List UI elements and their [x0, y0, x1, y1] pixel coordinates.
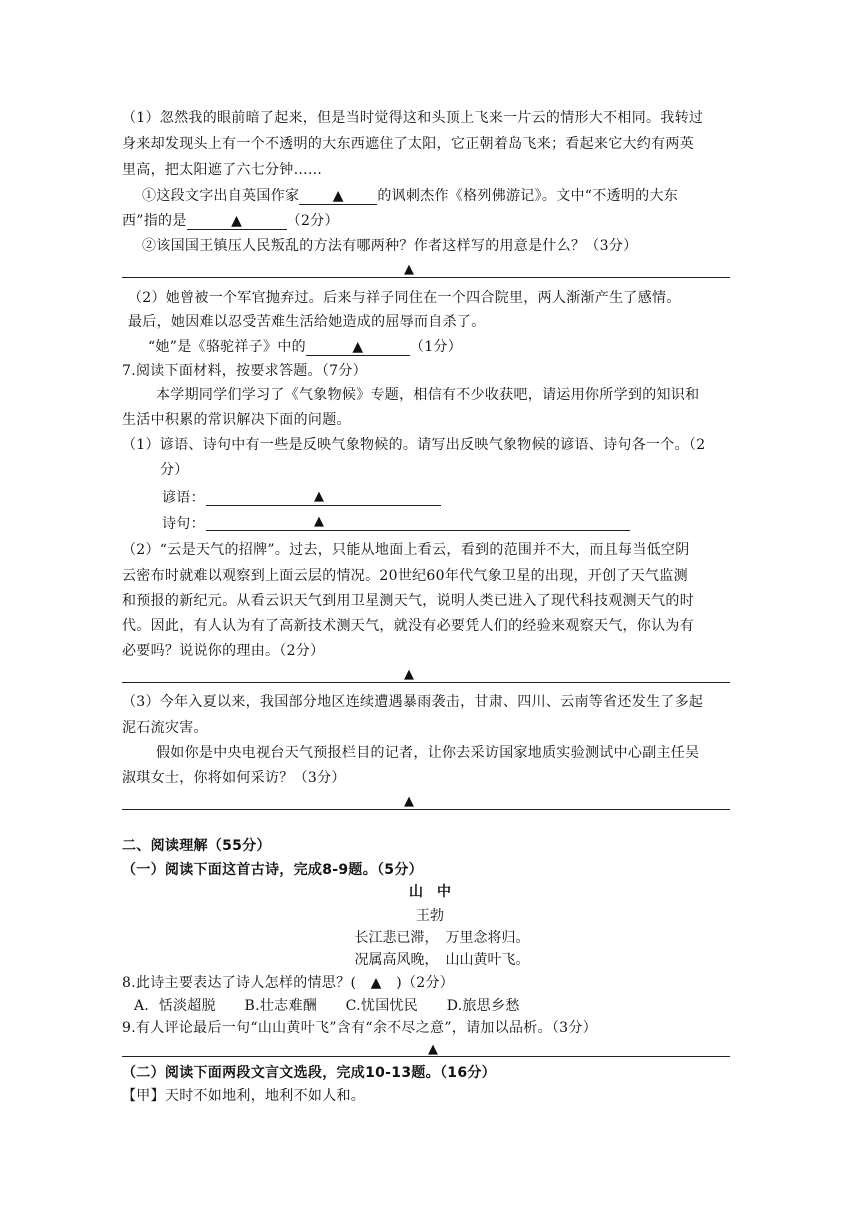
q8-question	[122, 974, 454, 992]
q7-sub2-line-5: 必要吗？说说你的理由。（2分）	[122, 643, 325, 659]
answer-marker: ▲	[404, 794, 414, 809]
poem-line-1: 长江悲已滞， 万里念将归。	[354, 930, 530, 946]
q7-sub3-line-1: （3）今年入夏以来，我国部分地区连续遭遇暴雨袭击，甘肃、四川、云南等省还发生了多起	[122, 694, 704, 710]
q6-sub1-points: （2分）	[286, 213, 339, 229]
poem-author: 王勃	[416, 908, 444, 924]
q8-answer-slot[interactable]	[356, 974, 396, 992]
q6-passage-line-3: 里高，把太阳遮了六七分钟……	[122, 162, 323, 178]
answer-line-q6-2[interactable]	[122, 277, 730, 278]
poem-answer-line[interactable]	[206, 530, 630, 531]
answer-marker: ▲	[370, 975, 382, 991]
q6-part2-line-1: （2）她曾被一个军官抛弃过。后来与祥子同住在一个四合院里，两人渐渐产生了感情。	[128, 290, 681, 306]
answer-blank-object[interactable]	[187, 213, 287, 230]
q6-passage-line-1: （1）忽然我的眼前暗了起来，但是当时觉得这和头顶上飞来一片云的情形大不相同。我转过	[122, 110, 704, 126]
q6-sub2-question: ②该国国王镇压人民叛乱的方法有哪两种？作者这样写的用意是什么？（3分）	[142, 238, 638, 254]
q6-sub1-text-a: ①这段文字出自英国作家	[142, 188, 300, 204]
q6-sub1-text-c: 西”指的是	[122, 213, 187, 229]
q8-text: 8.此诗主要表达了诗人怎样的情思？(	[122, 975, 357, 991]
q6-sub1-text-b: 的讽刺杰作《格列佛游记》。文中“不透明的大东	[377, 188, 679, 204]
answer-marker: ▲	[314, 489, 324, 504]
answer-line-q9[interactable]	[122, 1056, 730, 1057]
q9-question: 9.有人评论最后一句“山山黄叶飞”含有“余不尽之意”，请加以品析。（3分）	[122, 1020, 597, 1036]
answer-line-q7-2[interactable]	[122, 682, 730, 683]
q7-intro-line-1: 本学期同学们学习了《气象物候》专题，相信有不少收获吧，请运用你所学到的知识和	[156, 387, 700, 403]
section-2-part-1-heading: （一）阅读下面这首古诗，完成8-9题。（5分）	[122, 862, 423, 878]
q6-part2-question	[148, 338, 462, 356]
q6-part2-line-2: 最后，她因难以忍受苦难生活给她造成的屈辱而自杀了。	[128, 314, 486, 330]
q7-intro-line-2: 生活中积累的常识解决下面的问题。	[122, 412, 351, 428]
answer-marker: ▲	[428, 1042, 438, 1057]
section-2-part-2-heading: （二）阅读下面两段文言文选段，完成10-13题。（16分）	[122, 1065, 496, 1081]
q7-sub1-line-2: 分）	[160, 462, 189, 478]
answer-marker: ▲	[332, 188, 344, 204]
q7-title: 7.阅读下面材料，按要求答题。（7分）	[122, 363, 367, 379]
q7-sub2-line-3: 和预报的新纪元。从看云识天气到用卫星测天气，说明人类已进入了现代科技观测天气的时	[122, 593, 694, 609]
answer-line-q7-3[interactable]	[122, 809, 730, 810]
poem-title: 山 中	[409, 884, 451, 900]
section-2-heading: 二、阅读理解（55分）	[122, 838, 271, 854]
passage-jia: 【甲】天时不如地利，地利不如人和。	[122, 1088, 366, 1104]
answer-blank-character[interactable]	[306, 339, 410, 356]
q7-sub2-line-1: （2）“云是天气的招牌”。过去，只能从地面上看云，看到的范围并不大，而且每当低空阴	[122, 542, 690, 558]
answer-marker: ▲	[231, 213, 243, 229]
q7-sub1-line-1: （1）谚语、诗句中有一些是反映气象物候的。请写出反映气象物候的谚语、诗句各一个。（2	[122, 437, 706, 453]
q6-sub1-line	[142, 187, 678, 205]
q8-points: )（2分）	[396, 975, 455, 991]
q7-sub3-line-3: 假如你是中央电视台天气预报栏目的记者，让你去采访国家地质实验测试中心副主任吴	[156, 745, 700, 761]
q7-sub2-line-2: 云密布时就难以观察到上面云层的情况。20世纪60年代气象卫星的出现，开创了天气监测	[122, 568, 688, 584]
q8-options: A．恬淡超脱 B.壮志难酬 C.忧国忧民 D.旅思乡愁	[134, 998, 520, 1014]
proverb-answer-line[interactable]	[206, 505, 441, 506]
poem-line-2: 况属高风晚， 山山黄叶飞。	[354, 952, 530, 968]
q6-part2-points: （1分）	[409, 339, 463, 355]
q7-sub3-line-4: 淑琪女士，你将如何采访？（3分）	[122, 770, 346, 786]
q7-sub2-line-4: 代。因此，有人认为有了高新技术测天气，就没有必要凭人们的经验来观察天气，你认为有	[122, 618, 694, 634]
answer-blank-author[interactable]	[299, 188, 377, 205]
q6-passage-line-2: 身来却发现头上有一个不透明的大东西遮住了太阳，它正朝着岛飞来；看起来它大约有两英	[122, 136, 694, 152]
q7-sub3-line-2: 泥石流灾害。	[122, 720, 208, 736]
answer-marker: ▲	[404, 667, 414, 682]
answer-marker: ▲	[404, 262, 414, 277]
q6-sub1-line-2	[122, 212, 339, 230]
q6-part2-text: “她”是《骆驼祥子》中的	[148, 339, 306, 355]
answer-marker: ▲	[314, 514, 324, 529]
proverb-label: 谚语：	[162, 490, 205, 506]
poem-line-label: 诗句：	[162, 516, 205, 532]
answer-marker: ▲	[352, 339, 364, 355]
